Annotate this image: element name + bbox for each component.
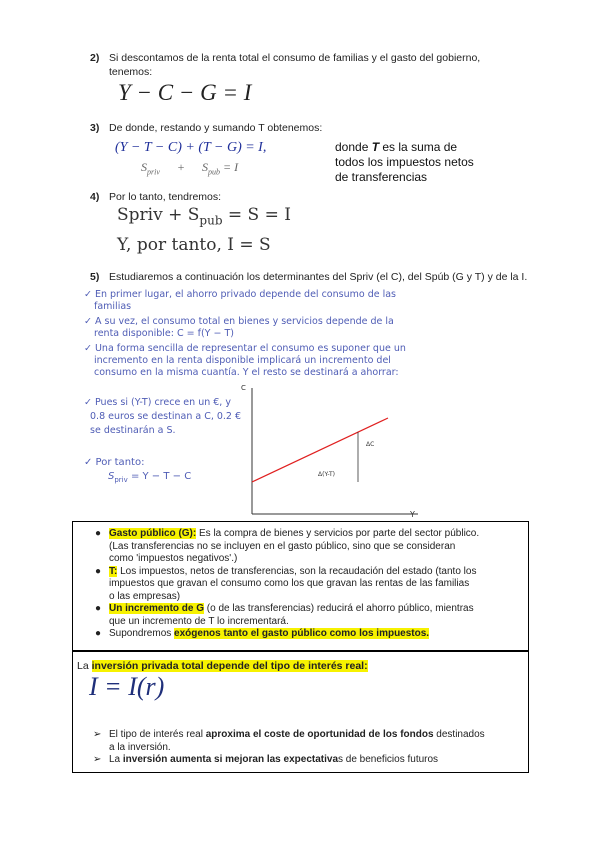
g-text: Es la compra de bienes y servicios por parte del sector público. [196, 528, 480, 539]
note-1-line-1: ✓ En primer lugar, el ahorro privado depende del consumo de las [84, 289, 397, 300]
note-line-2: todos los impuestos netos [335, 155, 474, 169]
equation-y-c-g: Y − C − G = I [118, 80, 252, 105]
g-highlight: Gasto público (G): [109, 528, 197, 539]
a1-line-2: a la inversión. [109, 741, 171, 753]
t-text: Los impuestos, netos de transferencias, son la recaudación del estado (tanto los [117, 565, 477, 577]
note-line-1 [335, 140, 474, 155]
investment-equation: I = I(r) [89, 672, 165, 701]
equation-spriv-spub [117, 205, 291, 227]
note-5 [84, 456, 191, 487]
inc-g-text-2: que un incremento de T lo incrementará. [109, 615, 289, 627]
note-line-3: de transferencias [335, 170, 428, 184]
item-2-line2: tenemos: [109, 66, 153, 78]
note-4 [84, 396, 241, 438]
item-4-text: Por lo tanto, tendremos: [109, 191, 222, 203]
note-4-line-3: se destinarán a S. [90, 425, 176, 436]
item-2-number: 2) [90, 52, 100, 64]
bullet-increment-g [73, 603, 528, 628]
delta-yt-label: Δ(Y-T) [318, 471, 336, 478]
item-4-number: 4) [90, 191, 100, 203]
t-highlight: T: [109, 565, 118, 577]
t-text-3: o las empresas) [109, 590, 181, 602]
note-2 [84, 316, 394, 340]
a2-post: s de beneficios futuros [338, 754, 439, 765]
g-text-2: (Las transferencias no se incluyen en el gasto público, sino que se consideran [109, 540, 456, 552]
item-3-text: De donde, restando y sumando T obtenemos: [109, 122, 323, 134]
item-3-eq-line2 [141, 160, 238, 176]
note-pre: donde [335, 140, 372, 154]
bullet-t [73, 566, 528, 604]
arrow-item-1 [73, 729, 528, 754]
note-3-line-2: incremento en la renta disponible implicará un incremento del [94, 355, 391, 366]
note-3-line-1: ✓ Una forma sencilla de representar el consumo es suponer que un [84, 343, 406, 354]
g-text-3: como 'impuestos negativos'.) [109, 553, 238, 564]
intro-highlight: inversión privada total depende del tipo de interés real: [91, 660, 368, 672]
spriv-sub: priv [147, 167, 160, 177]
exo-text: Supondremos [109, 628, 175, 639]
plus-sign: + [176, 160, 185, 174]
note-5-line-1: ✓ Por tanto: [84, 457, 145, 468]
item-5-number: 5) [90, 271, 100, 283]
bullet-g [73, 528, 528, 566]
item-5-text: Estudiaremos a continuación los determinantes del Spriv (el C), del Spúb (G y T) y de la I. [109, 271, 528, 283]
eq1-sub: pub [199, 213, 223, 228]
t-text-2: impuestos que gravan el consumo como los que gravan las rentas de las familias [109, 578, 470, 589]
a2-pre: La [109, 754, 123, 765]
note-4-line-2: 0.8 euros se destinan a C, 0.2 € [90, 411, 242, 422]
item-3-eq-line1: (Y − T − C) + (T − G) = I, [115, 140, 267, 155]
note-5-line-2 [84, 470, 191, 487]
arrow-bullet-icon: ➢ [93, 754, 102, 765]
item-3-note [335, 140, 474, 185]
investment-list [73, 729, 528, 767]
note-3-line-3: consumo en la misma cuantía. Y el resto se destinará a ahorrar: [94, 367, 399, 378]
note-1 [84, 289, 396, 313]
exo-highlight: exógenos tanto el gasto público como los impuestos. [174, 628, 430, 639]
gov-spending-box [72, 521, 529, 651]
consumption-graph [238, 378, 423, 518]
arrow-item-2 [73, 754, 528, 767]
item-3-number: 3) [90, 122, 100, 134]
note-2-line-2: renta disponible: C = f(Y − T) [94, 328, 234, 339]
note-1-line-2: familias [94, 301, 132, 312]
bullet-dot: ● [95, 603, 102, 614]
eq1-post: = S = I [222, 205, 291, 225]
spub-sub: pub [208, 167, 220, 177]
bullet-exogenous [73, 628, 528, 641]
inc-g-highlight: Un incremento de G [109, 603, 205, 614]
note-post: es la suma de [379, 140, 458, 154]
bullet-dot: ● [95, 628, 102, 639]
graph-x-label: Y [410, 510, 415, 518]
investment-box [72, 651, 529, 773]
note-5-sub: priv [114, 476, 128, 484]
item-2-line1: Si descontamos de la renta total el consumo de familias y el gasto del gobierno, [109, 52, 481, 64]
note-t: T [371, 140, 380, 154]
spriv-symbol: S [141, 160, 147, 174]
a2-bold: inversión aumenta si mejoran las expectativa [122, 754, 338, 765]
note-2-line-1: ✓ A su vez, el consumo total en bienes y servicios depende de la [84, 316, 394, 327]
note-5-post: = Y − T − C [127, 471, 192, 482]
bullet-dot: ● [95, 565, 102, 577]
note-5-s: S [108, 471, 115, 482]
a1-pre: El tipo de interés real [109, 729, 206, 740]
spub-symbol: S [202, 160, 208, 174]
intro-pre: La [77, 660, 92, 672]
arrow-bullet-icon: ➢ [93, 729, 102, 740]
note-3 [84, 343, 406, 379]
a1-bold: aproxima el coste de oportunidad de los fondos [205, 729, 434, 740]
inc-g-text: (o de las transferencias) reducirá el ahorro público, mientras [204, 603, 474, 614]
item-2-text [109, 51, 480, 79]
investment-intro [77, 660, 368, 672]
eq-equals-i: = I [223, 160, 239, 174]
graph-y-label: C [241, 384, 246, 392]
a1-post: destinados [433, 729, 485, 740]
delta-c-label: ΔC [366, 441, 375, 448]
equation-i-equals-s: Y, por tanto, I = S [117, 235, 271, 255]
note-4-line-1: ✓ Pues si (Y-T) crece en un €, y [84, 397, 231, 408]
bullet-dot: ● [95, 528, 102, 539]
eq1-pre: Spriv + S [117, 205, 200, 225]
